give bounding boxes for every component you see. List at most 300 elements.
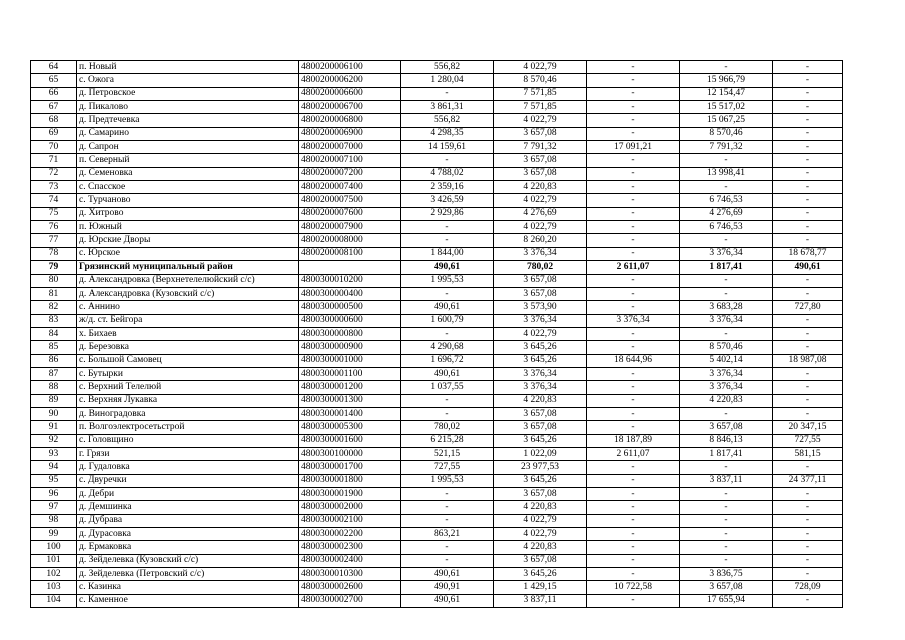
value-col-5-cell: - [773,568,843,581]
row-number-cell: 90 [31,407,77,420]
settlement-name-cell: с. Головщино [77,434,299,447]
value-col-5-cell: - [773,274,843,287]
value-col-5-cell: - [773,127,843,140]
table-row [31,381,843,394]
value-col-1-cell: 2 359,16 [401,181,494,194]
value-col-5-cell: - [773,314,843,327]
table-row [31,234,843,247]
value-col-3-cell: - [587,394,680,407]
value-col-1-cell: - [401,327,494,340]
table-row [31,354,843,367]
value-col-1-cell: - [401,488,494,501]
value-col-2-cell: 3 657,08 [494,274,587,287]
settlement-name-cell: д. Ермаковка [77,541,299,554]
settlement-name-cell: ж/д. ст. Бейгора [77,314,299,327]
row-number-cell: 104 [31,594,77,607]
okato-code-cell: 4800300001200 [299,381,401,394]
value-col-5-cell: 727,80 [773,301,843,314]
row-number-cell: 83 [31,314,77,327]
value-col-3-cell: - [587,221,680,234]
row-number-cell: 71 [31,154,77,167]
value-col-5-cell: - [773,514,843,527]
value-col-4-cell: 1 817,41 [680,261,773,274]
settlement-name-cell: с. Верхняя Лукавка [77,394,299,407]
row-number-cell: 99 [31,528,77,541]
value-col-1-cell: - [401,514,494,527]
settlement-name-cell: с. Большой Самовец [77,354,299,367]
value-col-3-cell: - [587,181,680,194]
value-col-4-cell: 6 746,53 [680,194,773,207]
value-col-2-cell: 4 022,79 [494,114,587,127]
okato-code-cell: 4800200007200 [299,167,401,180]
okato-code-cell: 4800300002000 [299,501,401,514]
settlement-name-cell: п. Новый [77,61,299,74]
value-col-5-cell: - [773,407,843,420]
table-row [31,114,843,127]
value-col-3-cell: - [587,461,680,474]
table-row [31,221,843,234]
row-number-cell: 86 [31,354,77,367]
row-number-cell: 77 [31,234,77,247]
settlement-name-cell: с. Верхний Телелюй [77,381,299,394]
value-col-4-cell: 7 791,32 [680,141,773,154]
table-row [31,154,843,167]
value-col-2-cell: 23 977,53 [494,461,587,474]
value-col-1-cell: 4 298,35 [401,127,494,140]
okato-code-cell: 4800300000600 [299,314,401,327]
value-col-5-cell: - [773,154,843,167]
value-col-4-cell: - [680,181,773,194]
table-row [31,394,843,407]
value-col-1-cell: 490,61 [401,367,494,380]
value-col-4-cell: 6 746,53 [680,221,773,234]
value-col-3-cell: - [587,594,680,607]
value-col-4-cell: - [680,501,773,514]
value-col-3-cell: - [587,501,680,514]
row-number-cell: 88 [31,381,77,394]
settlement-name-cell: д. Семеновка [77,167,299,180]
okato-code-cell: 4800200006100 [299,61,401,74]
value-col-1-cell: 3 426,59 [401,194,494,207]
table-row [31,447,843,460]
value-col-3-cell: - [587,247,680,260]
settlement-name-cell: п. Южный [77,221,299,234]
row-number-cell: 80 [31,274,77,287]
settlement-name-cell: д. Александровка (Кузовский с/с) [77,287,299,300]
value-col-3-cell: - [587,421,680,434]
value-col-5-cell: - [773,327,843,340]
table-row [31,287,843,300]
value-col-1-cell: - [401,221,494,234]
value-col-2-cell: 7 571,85 [494,87,587,100]
value-col-4-cell: 3 837,11 [680,474,773,487]
value-col-3-cell: 10 722,58 [587,581,680,594]
okato-code-cell: 4800300001800 [299,474,401,487]
value-col-3-cell: - [587,154,680,167]
value-col-2-cell: 3 645,26 [494,568,587,581]
value-col-1-cell: 1 037,55 [401,381,494,394]
row-number-cell: 70 [31,141,77,154]
value-col-4-cell: 4 276,69 [680,207,773,220]
value-col-5-cell: 24 377,11 [773,474,843,487]
value-col-3-cell: 18 644,96 [587,354,680,367]
value-col-2-cell: 4 220,83 [494,394,587,407]
settlement-name-cell: д. Сапрон [77,141,299,154]
value-col-3-cell: 18 187,89 [587,434,680,447]
okato-code-cell: 4800300001600 [299,434,401,447]
table-row [31,61,843,74]
value-col-4-cell: 4 220,83 [680,394,773,407]
value-col-5-cell: 20 347,15 [773,421,843,434]
value-col-1-cell: - [401,554,494,567]
table-row [31,594,843,607]
value-col-1-cell: 556,82 [401,61,494,74]
settlement-name-cell: д. Зейделевка (Петровский с/с) [77,568,299,581]
row-number-cell: 97 [31,501,77,514]
value-col-2-cell: 4 022,79 [494,61,587,74]
value-col-4-cell: - [680,541,773,554]
value-col-1-cell: 556,82 [401,114,494,127]
settlement-name-cell: д. Зейделевка (Кузовский с/с) [77,554,299,567]
value-col-2-cell: 3 657,08 [494,488,587,501]
settlement-name-cell: д. Дубрава [77,514,299,527]
okato-code-cell: 4800200007900 [299,221,401,234]
value-col-3-cell: - [587,74,680,87]
okato-code-cell: 4800300000500 [299,301,401,314]
settlement-name-cell: д. Демшинка [77,501,299,514]
settlement-name-cell: д. Петровское [77,87,299,100]
value-col-2-cell: 3 657,08 [494,554,587,567]
value-col-1-cell: - [401,234,494,247]
okato-code-cell: 4800200006800 [299,114,401,127]
value-col-1-cell: 3 861,31 [401,101,494,114]
okato-code-cell: 4800300001400 [299,407,401,420]
value-col-1-cell: - [401,154,494,167]
row-number-cell: 66 [31,87,77,100]
value-col-4-cell: - [680,274,773,287]
value-col-5-cell: - [773,221,843,234]
row-number-cell: 82 [31,301,77,314]
value-col-3-cell: - [587,287,680,300]
settlement-name-cell: с. Казинка [77,581,299,594]
value-col-5-cell: - [773,501,843,514]
settlement-name-cell: х. Бихаев [77,327,299,340]
value-col-5-cell: - [773,381,843,394]
value-col-5-cell: 581,15 [773,447,843,460]
value-col-2-cell: 4 220,83 [494,181,587,194]
settlement-name-cell: д. Самарино [77,127,299,140]
value-col-5-cell: - [773,461,843,474]
value-col-1-cell: 1 600,79 [401,314,494,327]
value-col-3-cell: - [587,528,680,541]
value-col-5-cell: - [773,287,843,300]
table-row [31,127,843,140]
value-col-2-cell: 3 645,26 [494,474,587,487]
row-number-cell: 81 [31,287,77,300]
value-col-2-cell: 3 645,26 [494,434,587,447]
settlement-name-cell: с. Каменное [77,594,299,607]
value-col-5-cell: 490,61 [773,261,843,274]
value-col-2-cell: 3 573,90 [494,301,587,314]
value-col-3-cell: - [587,541,680,554]
value-col-2-cell: 4 276,69 [494,207,587,220]
value-col-3-cell: - [587,514,680,527]
row-number-cell: 95 [31,474,77,487]
row-number-cell: 69 [31,127,77,140]
okato-code-cell: 4800300001000 [299,354,401,367]
value-col-2-cell: 4 022,79 [494,514,587,527]
okato-code-cell: 4800300001700 [299,461,401,474]
value-col-1-cell: - [401,541,494,554]
row-number-cell: 102 [31,568,77,581]
value-col-3-cell: - [587,341,680,354]
settlement-name-cell: п. Северный [77,154,299,167]
value-col-1-cell: 1 995,53 [401,274,494,287]
value-col-3-cell: - [587,274,680,287]
value-col-1-cell: 1 844,00 [401,247,494,260]
value-col-3-cell: - [587,568,680,581]
value-col-4-cell: 3 657,08 [680,581,773,594]
okato-code-cell: 4800200007100 [299,154,401,167]
okato-code-cell: 4800300000900 [299,341,401,354]
okato-code-cell: 4800200006900 [299,127,401,140]
row-number-cell: 87 [31,367,77,380]
value-col-2-cell: 3 657,08 [494,167,587,180]
value-col-2-cell: 3 376,34 [494,381,587,394]
table-row [31,501,843,514]
value-col-5-cell: - [773,341,843,354]
settlement-name-cell: с. Бутырки [77,367,299,380]
value-col-1-cell: 490,91 [401,581,494,594]
value-col-5-cell: - [773,167,843,180]
table-row [31,274,843,287]
settlement-name-cell: п. Волгоэлектросетьстрой [77,421,299,434]
row-number-cell: 92 [31,434,77,447]
okato-code-cell: 4800200006200 [299,74,401,87]
value-col-5-cell: - [773,554,843,567]
settlement-name-cell: д. Пикалово [77,101,299,114]
value-col-2-cell: 4 022,79 [494,221,587,234]
value-col-1-cell: 490,61 [401,594,494,607]
value-col-4-cell: 3 657,08 [680,421,773,434]
value-col-5-cell: - [773,181,843,194]
value-col-4-cell: 3 376,34 [680,367,773,380]
okato-code-cell: 4800200006700 [299,101,401,114]
okato-code-cell: 4800300002100 [299,514,401,527]
value-col-4-cell: - [680,488,773,501]
value-col-1-cell: - [401,287,494,300]
value-col-3-cell: - [587,207,680,220]
value-col-5-cell: - [773,367,843,380]
value-col-3-cell: - [587,167,680,180]
value-col-4-cell: 5 402,14 [680,354,773,367]
value-col-3-cell: - [587,554,680,567]
settlement-name-cell: с. Спасское [77,181,299,194]
value-col-3-cell: - [587,87,680,100]
value-col-3-cell: - [587,381,680,394]
okato-code-cell: 4800300002700 [299,594,401,607]
value-col-1-cell: 1 995,53 [401,474,494,487]
row-number-cell: 78 [31,247,77,260]
value-col-3-cell: - [587,101,680,114]
value-col-2-cell: 780,02 [494,261,587,274]
value-col-4-cell: - [680,154,773,167]
value-col-1-cell: 863,21 [401,528,494,541]
value-col-5-cell: - [773,101,843,114]
value-col-3-cell: 2 611,07 [587,447,680,460]
settlement-name-cell: д. Предтечевка [77,114,299,127]
value-col-4-cell: - [680,327,773,340]
value-col-4-cell: 15 067,25 [680,114,773,127]
value-col-2-cell: 3 657,08 [494,421,587,434]
table-row [31,301,843,314]
row-number-cell: 101 [31,554,77,567]
okato-code-cell: 4800200008000 [299,234,401,247]
table-row [31,367,843,380]
value-col-5-cell: - [773,394,843,407]
settlement-name-cell: д. Александровка (Верхнетелелюйский с/с) [77,274,299,287]
value-col-4-cell: 3 376,34 [680,247,773,260]
value-col-2-cell: 3 657,08 [494,407,587,420]
value-col-1-cell: 4 290,68 [401,341,494,354]
row-number-cell: 93 [31,447,77,460]
okato-code-cell: 4800300010200 [299,274,401,287]
value-col-4-cell: 15 966,79 [680,74,773,87]
okato-code-cell: 4800200006600 [299,87,401,100]
okato-code-cell: 4800200007000 [299,141,401,154]
value-col-2-cell: 3 837,11 [494,594,587,607]
value-col-1-cell: 4 788,02 [401,167,494,180]
table-row [31,554,843,567]
value-col-4-cell: - [680,234,773,247]
okato-code-cell [299,261,401,274]
okato-code-cell: 4800200008100 [299,247,401,260]
value-col-1-cell: - [401,501,494,514]
row-number-cell: 100 [31,541,77,554]
value-col-2-cell: 3 645,26 [494,354,587,367]
settlement-name-cell: д. Дебри [77,488,299,501]
value-col-4-cell: - [680,61,773,74]
tariff-table [30,60,843,608]
value-col-4-cell: 8 846,13 [680,434,773,447]
settlement-name-cell: с. Аннино [77,301,299,314]
row-number-cell: 75 [31,207,77,220]
table-row [31,541,843,554]
table-row [31,314,843,327]
value-col-4-cell: 1 817,41 [680,447,773,460]
value-col-1-cell: 490,61 [401,261,494,274]
value-col-1-cell: - [401,394,494,407]
value-col-4-cell: 13 998,41 [680,167,773,180]
table-row [31,327,843,340]
value-col-2-cell: 8 570,46 [494,74,587,87]
value-col-3-cell: - [587,327,680,340]
table-row [31,207,843,220]
value-col-1-cell: 14 159,61 [401,141,494,154]
value-col-2-cell: 7 791,32 [494,141,587,154]
value-col-5-cell: - [773,194,843,207]
value-col-4-cell: - [680,514,773,527]
value-col-4-cell: 8 570,46 [680,127,773,140]
settlement-name-cell: д. Юрские Дворы [77,234,299,247]
okato-code-cell: 4800200007500 [299,194,401,207]
value-col-1-cell: - [401,407,494,420]
value-col-2-cell: 3 376,34 [494,367,587,380]
row-number-cell: 89 [31,394,77,407]
table-row [31,581,843,594]
value-col-5-cell: 18 987,08 [773,354,843,367]
row-number-cell: 64 [31,61,77,74]
value-col-5-cell: - [773,74,843,87]
value-col-1-cell: 2 929,86 [401,207,494,220]
value-col-3-cell: - [587,234,680,247]
settlement-name-cell: д. Виноградовка [77,407,299,420]
value-col-2-cell: 4 022,79 [494,327,587,340]
value-col-3-cell: - [587,367,680,380]
value-col-1-cell: 6 215,28 [401,434,494,447]
value-col-4-cell: 15 517,02 [680,101,773,114]
row-number-cell: 96 [31,488,77,501]
settlement-name-cell: д. Березовка [77,341,299,354]
row-number-cell: 79 [31,261,77,274]
row-number-cell: 65 [31,74,77,87]
table-row [31,101,843,114]
table-row [31,514,843,527]
value-col-4-cell: - [680,407,773,420]
value-col-5-cell: - [773,594,843,607]
value-col-4-cell: 17 655,94 [680,594,773,607]
value-col-5-cell: - [773,207,843,220]
value-col-3-cell: 17 091,21 [587,141,680,154]
value-col-5-cell: - [773,141,843,154]
value-col-1-cell: 727,55 [401,461,494,474]
value-col-3-cell: - [587,61,680,74]
row-number-cell: 67 [31,101,77,114]
table-row [31,87,843,100]
okato-code-cell: 4800300001900 [299,488,401,501]
settlement-name-cell: г. Грязи [77,447,299,460]
value-col-5-cell: - [773,87,843,100]
value-col-2-cell: 4 220,83 [494,541,587,554]
value-col-3-cell: - [587,301,680,314]
settlement-name-cell: с. Двуречки [77,474,299,487]
value-col-2-cell: 4 022,79 [494,528,587,541]
settlement-name-cell: д. Гудаловка [77,461,299,474]
value-col-3-cell: - [587,474,680,487]
row-number-cell: 85 [31,341,77,354]
row-number-cell: 84 [31,327,77,340]
value-col-5-cell: 18 678,77 [773,247,843,260]
okato-code-cell: 4800300002300 [299,541,401,554]
value-col-2-cell: 3 376,34 [494,314,587,327]
table-row [31,141,843,154]
table-row [31,461,843,474]
table-row [31,341,843,354]
table-row [31,434,843,447]
value-col-4-cell: - [680,554,773,567]
value-col-2-cell: 1 429,15 [494,581,587,594]
value-col-5-cell: - [773,61,843,74]
row-number-cell: 68 [31,114,77,127]
value-col-3-cell: 2 611,07 [587,261,680,274]
value-col-3-cell: - [587,127,680,140]
value-col-1-cell: 490,61 [401,301,494,314]
value-col-2-cell: 3 645,26 [494,341,587,354]
row-number-cell: 103 [31,581,77,594]
value-col-1-cell: 1 280,04 [401,74,494,87]
table-row [31,421,843,434]
value-col-5-cell: - [773,528,843,541]
